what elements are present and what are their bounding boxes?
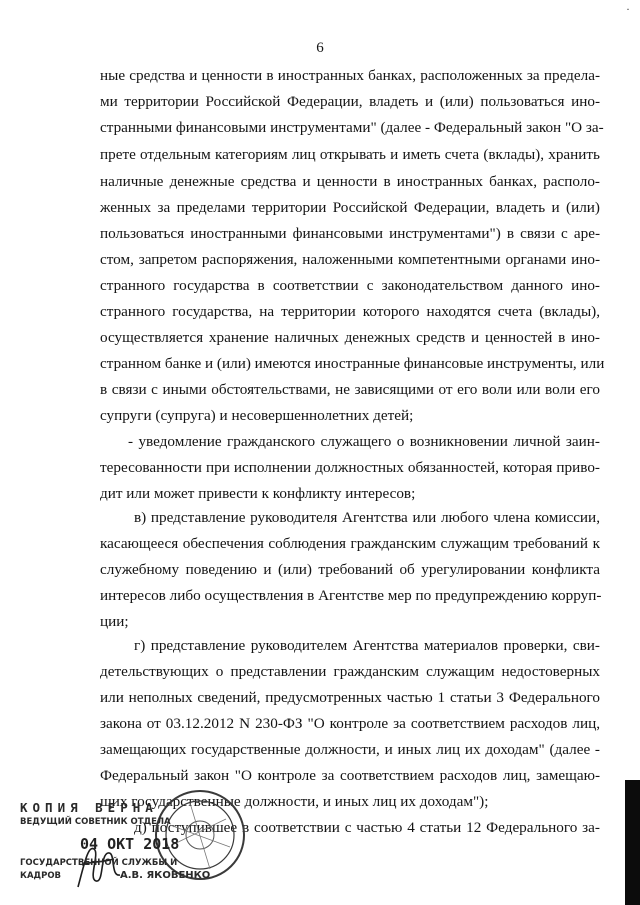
stamp-copy-label: КОПИЯ ВЕРНА bbox=[20, 800, 158, 815]
text-line: г) представление руководителем Агентства материалов проверки, сви- bbox=[134, 637, 600, 654]
text-line: ные средства и ценности в иностранных банках, расположенных за предела- bbox=[100, 67, 600, 84]
text-line: осуществляется хранение наличных денежных средств и ценностей в ино- bbox=[100, 329, 600, 346]
stamp-title: ВЕДУЩИЙ СОВЕТНИК ОТДЕЛА bbox=[20, 817, 171, 827]
scan-edge-shadow bbox=[625, 780, 640, 905]
text-line: странном банке и (или) имеются иностранные финансовые инструменты, или bbox=[100, 355, 605, 372]
text-line: странного государства в соответствии с законодательством данного ино- bbox=[100, 277, 600, 294]
text-line: наличные денежные средства и ценности в иностранных банках, располо- bbox=[100, 173, 600, 190]
text-line: Федеральный закон "О контроле за соответствием расходов лиц, замещаю- bbox=[100, 767, 600, 784]
text-line: пользоваться иностранными финансовыми инструментами") в связи с аре- bbox=[100, 225, 600, 242]
text-line: женных за пределами территории Российской Федерации, владеть и (или) bbox=[100, 199, 600, 216]
stamp-name: А.В. ЯКОВЕНКО bbox=[120, 870, 211, 881]
text-line: прете отдельным категориям лиц открывать и иметь счета (вклады), хранить bbox=[100, 146, 600, 163]
text-line: странными финансовыми инструментами" (далее - Федеральный закон "О за- bbox=[100, 119, 604, 136]
text-line: супруги (супруга) и несовершеннолетних детей; bbox=[100, 407, 414, 424]
text-line: детельствующих о представлении гражданским служащим недостоверных bbox=[100, 663, 600, 680]
text-line: щих государственные должности, и иных лиц их доходам"); bbox=[100, 793, 489, 810]
text-line: странного государства, на территории которого находятся счета (вклады), bbox=[100, 303, 600, 320]
text-line: в связи с иными обстоятельствами, не зависящими от его воли или воли его bbox=[100, 381, 600, 398]
page-number: 6 bbox=[316, 40, 324, 56]
text-line: или неполных сведений, предусмотренных частью 1 статьи 3 Федерального bbox=[100, 689, 600, 706]
text-line: закона от 03.12.2012 N 230-ФЗ "О контроле за соответствием расходов лиц, bbox=[100, 715, 600, 732]
text-line: стом, запретом распоряжения, наложенными компетентными органами ино- bbox=[100, 251, 600, 268]
text-line: - уведомление гражданского служащего о возникновении личной заин- bbox=[128, 433, 600, 450]
stamp-office: ГОСУДАРСТВЕННОЙ СЛУЖБЫ И bbox=[20, 858, 178, 868]
text-line: тересованности при исполнении должностных обязанностей, которая приво- bbox=[100, 459, 600, 476]
text-line: дит или может привести к конфликту интересов; bbox=[100, 485, 416, 502]
text-line: ми территории Российской Федерации, владеть и (или) пользоваться ино- bbox=[100, 93, 600, 110]
corner-mark: · bbox=[626, 2, 630, 16]
text-line: касающееся обеспечения соблюдения гражданским служащим требований к bbox=[100, 535, 600, 552]
text-line: замещающих государственные должности, и иных лиц их доходам" (далее - bbox=[100, 741, 600, 758]
text-line: д) поступившее в соответствии с частью 4 статьи 12 Федерального за- bbox=[134, 819, 600, 836]
text-line: интересов либо осуществления в Агентстве мер по предупреждению корруп- bbox=[100, 587, 602, 604]
stamp-date: 04 ОКТ 2018 bbox=[80, 835, 180, 853]
text-line: ции; bbox=[100, 613, 129, 630]
stamp-dept: КАДРОВ bbox=[20, 871, 62, 881]
text-line: в) представление руководителя Агентства или любого члена комиссии, bbox=[134, 509, 600, 526]
text-line: служебному поведению и (или) требований об урегулировании конфликта bbox=[100, 561, 600, 578]
